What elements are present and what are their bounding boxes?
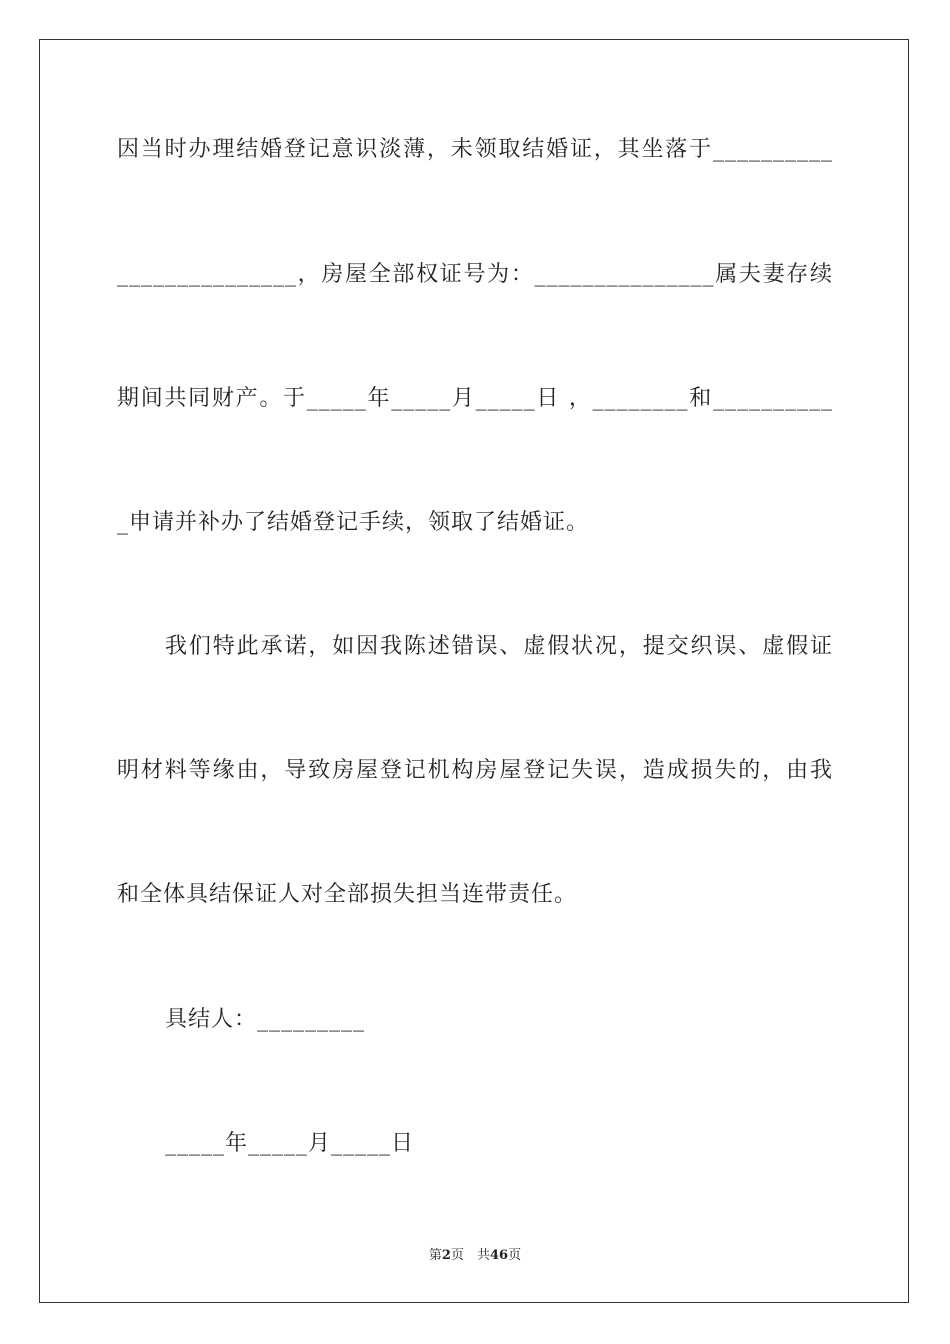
footer-suffix: 页 — [508, 1248, 522, 1263]
page-border — [39, 39, 909, 1303]
paragraph-line-6: 明材料等缘由，导致房屋登记机构房屋登记失误，造成损失的，由我 — [117, 758, 833, 783]
signer-line: 具结人：_________ — [165, 1007, 366, 1032]
paragraph-line-7: 和全体具结保证人对全部损失担当连带责任。 — [117, 882, 578, 907]
page-footer — [0, 1247, 950, 1265]
date-line: _____年_____月_____日 — [165, 1131, 415, 1156]
footer-mid: 页 共 — [450, 1248, 490, 1263]
paragraph-line-5: 我们特此承诺，如因我陈述错误、虚假状况，提交织误、虚假证 — [165, 634, 833, 659]
paragraph-line-2: _______________，房屋全部权证号为：_______________属夫妻存续 — [117, 262, 833, 287]
footer-prefix: 第 — [428, 1248, 442, 1263]
paragraph-line-3: 期间共同财产。于_____年_____月_____日 ，________和__________ — [117, 386, 833, 411]
footer-total-pages: 46 — [489, 1248, 509, 1263]
footer-current-page: 2 — [441, 1248, 451, 1263]
paragraph-line-1: 因当时办理结婚登记意识淡薄，未领取结婚证，其坐落于__________ — [117, 137, 833, 162]
paragraph-line-4: _申请并补办了结婚登记手续，领取了结婚证。 — [117, 510, 590, 535]
